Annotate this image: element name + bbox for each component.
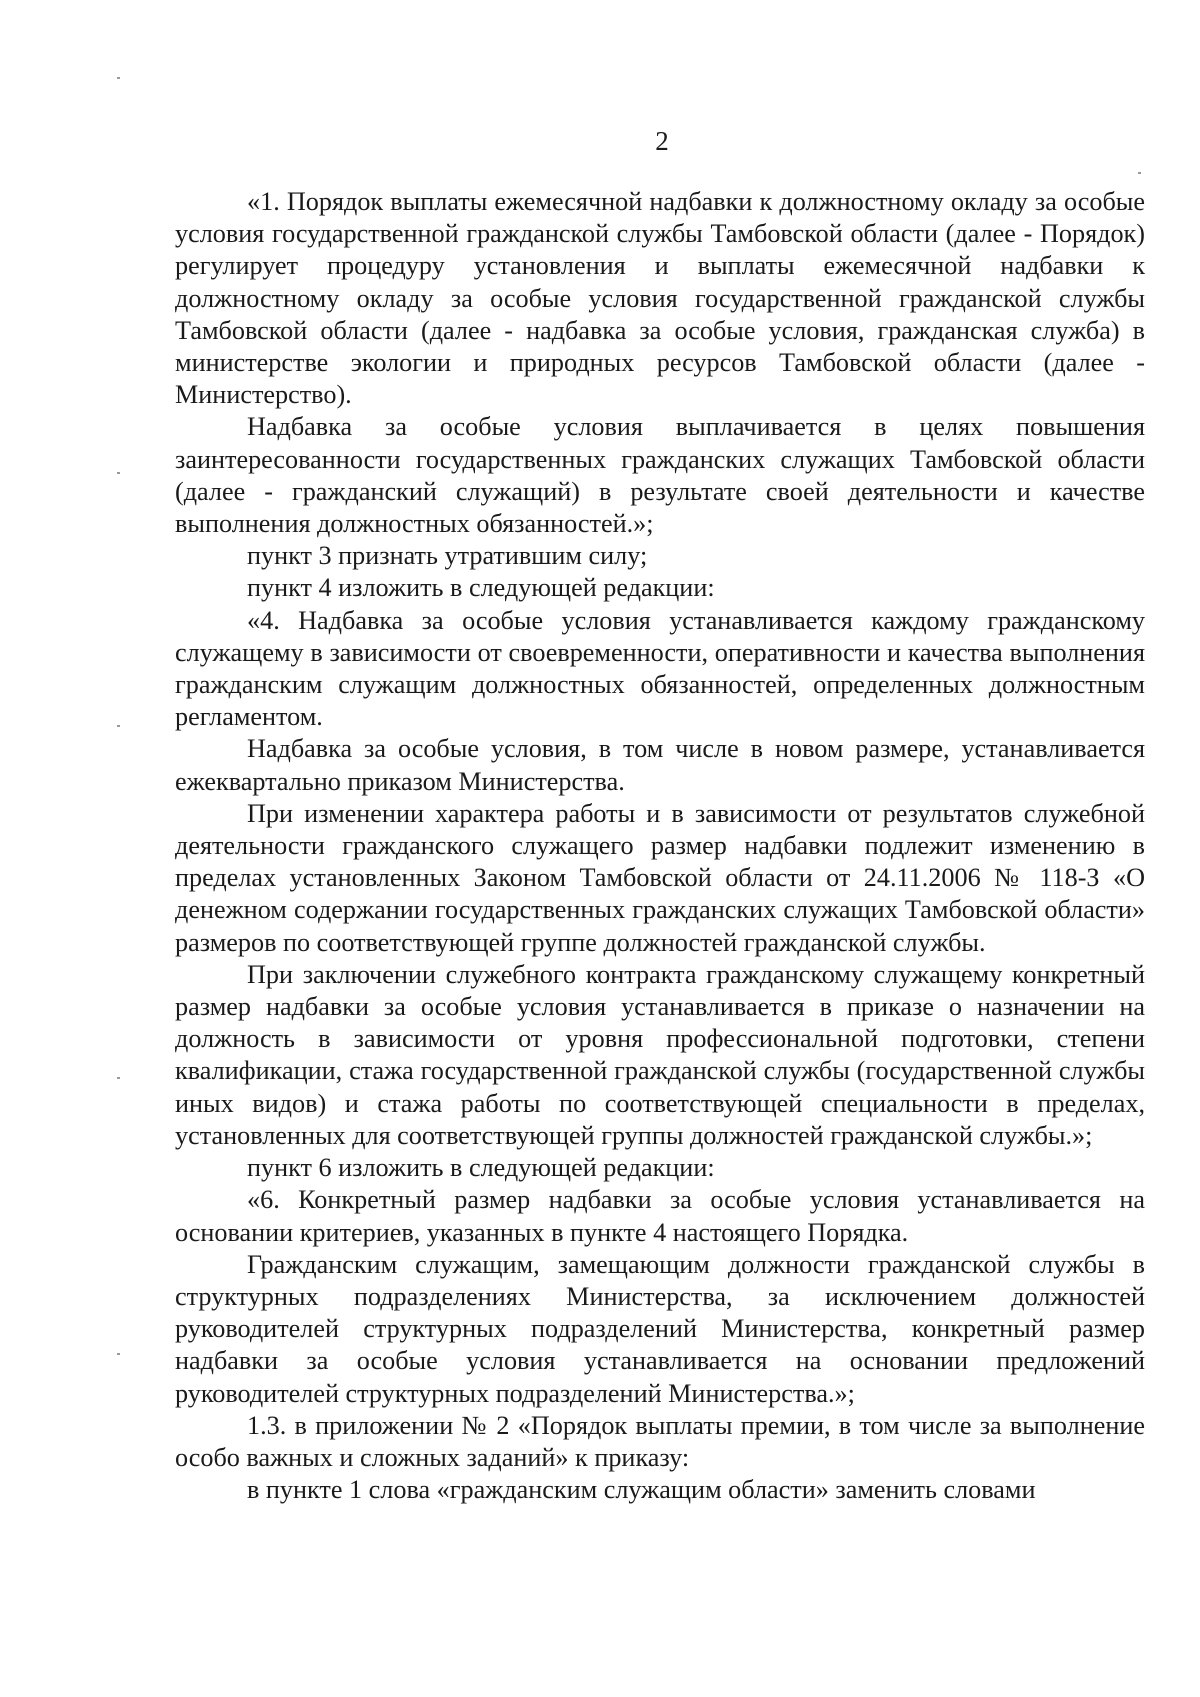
paragraph: При заключении служебного контракта гражданскому служащему конкретный размер надбавки за особые условия устанавливается в приказе о назначении на должность в зависимости от уровня профессиональной подготовки, степени квалификации, стажа государственной гражданской службы (государственной службы иных видов) и стажа работы по соответствующей специальности в пределах, установленных для соответствующей группы должностей гражданской службы.»;	[175, 959, 1145, 1150]
paragraph: пункт 4 изложить в следующей редакции:	[247, 573, 715, 603]
paragraph: пункт 3 признать утратившим силу;	[247, 541, 648, 571]
scan-artifact	[117, 725, 120, 727]
paragraph: «4. Надбавка за особые условия устанавливается каждому гражданскому служащему в зависимости от своевременности, оперативности и качества выполнения гражданским служащим должностных обязанностей, определенных должностным регламентом.	[175, 605, 1145, 732]
paragraph: в пункте 1 слова «гражданским служащим области» заменить словами	[247, 1475, 1036, 1505]
page-number: 2	[655, 126, 669, 156]
paragraph: Надбавка за особые условия выплачивается в целях повышения заинтересованности государственных гражданских служащих Тамбовской области (далее - гражданский служащий) в результате своей деятельности и качестве выполнения должностных обязанностей.»;	[175, 412, 1145, 539]
scan-artifact	[1138, 172, 1141, 174]
paragraph: Гражданским служащим, замещающим должности гражданской службы в структурных подразделениях Министерства, за исключением должностей руководителей структурных подразделений Министерства, конкретный размер надбавки за особые условия устанавливается на основании предложений руководителей структурных подразделений Министерства.»;	[175, 1249, 1145, 1408]
paragraph: Надбавка за особые условия, в том числе в новом размере, устанавливается ежеквартально приказом Министерства.	[175, 734, 1145, 796]
scan-artifact	[117, 77, 120, 79]
paragraph: пункт 6 изложить в следующей редакции:	[247, 1153, 715, 1183]
scan-artifact	[117, 472, 120, 474]
scan-artifact	[117, 1077, 120, 1079]
paragraph: 1.3. в приложении № 2 «Порядок выплаты премии, в том числе за выполнение особо важных и сложных заданий» к приказу:	[175, 1410, 1145, 1472]
paragraph: «6. Конкретный размер надбавки за особые условия устанавливается на основании критериев, указанных в пункте 4 настоящего Порядка.	[175, 1185, 1145, 1247]
paragraph: «1. Порядок выплаты ежемесячной надбавки к должностному окладу за особые условия государственной гражданской службы Тамбовской области (далее - Порядок) регулирует процедуру установления и выплаты ежемесячной надбавки к должностному окладу за особые условия государственной гражданской службы Тамбовской области (далее - надбавка за особые условия, гражданская служба) в министерстве экологии и природных ресурсов Тамбовской области (далее - Министерство).	[175, 187, 1145, 410]
paragraph: При изменении характера работы и в зависимости от результатов служебной деятельности гражданского служащего размер надбавки подлежит изменению в пределах установленных Законом Тамбовской области от 24.11.2006 № 118-З «О денежном содержании государственных гражданских служащих Тамбовской области» размеров по соответствующей группе должностей гражданской службы.	[175, 798, 1145, 957]
scan-artifact	[117, 1353, 120, 1355]
document-body	[175, 186, 1145, 1506]
